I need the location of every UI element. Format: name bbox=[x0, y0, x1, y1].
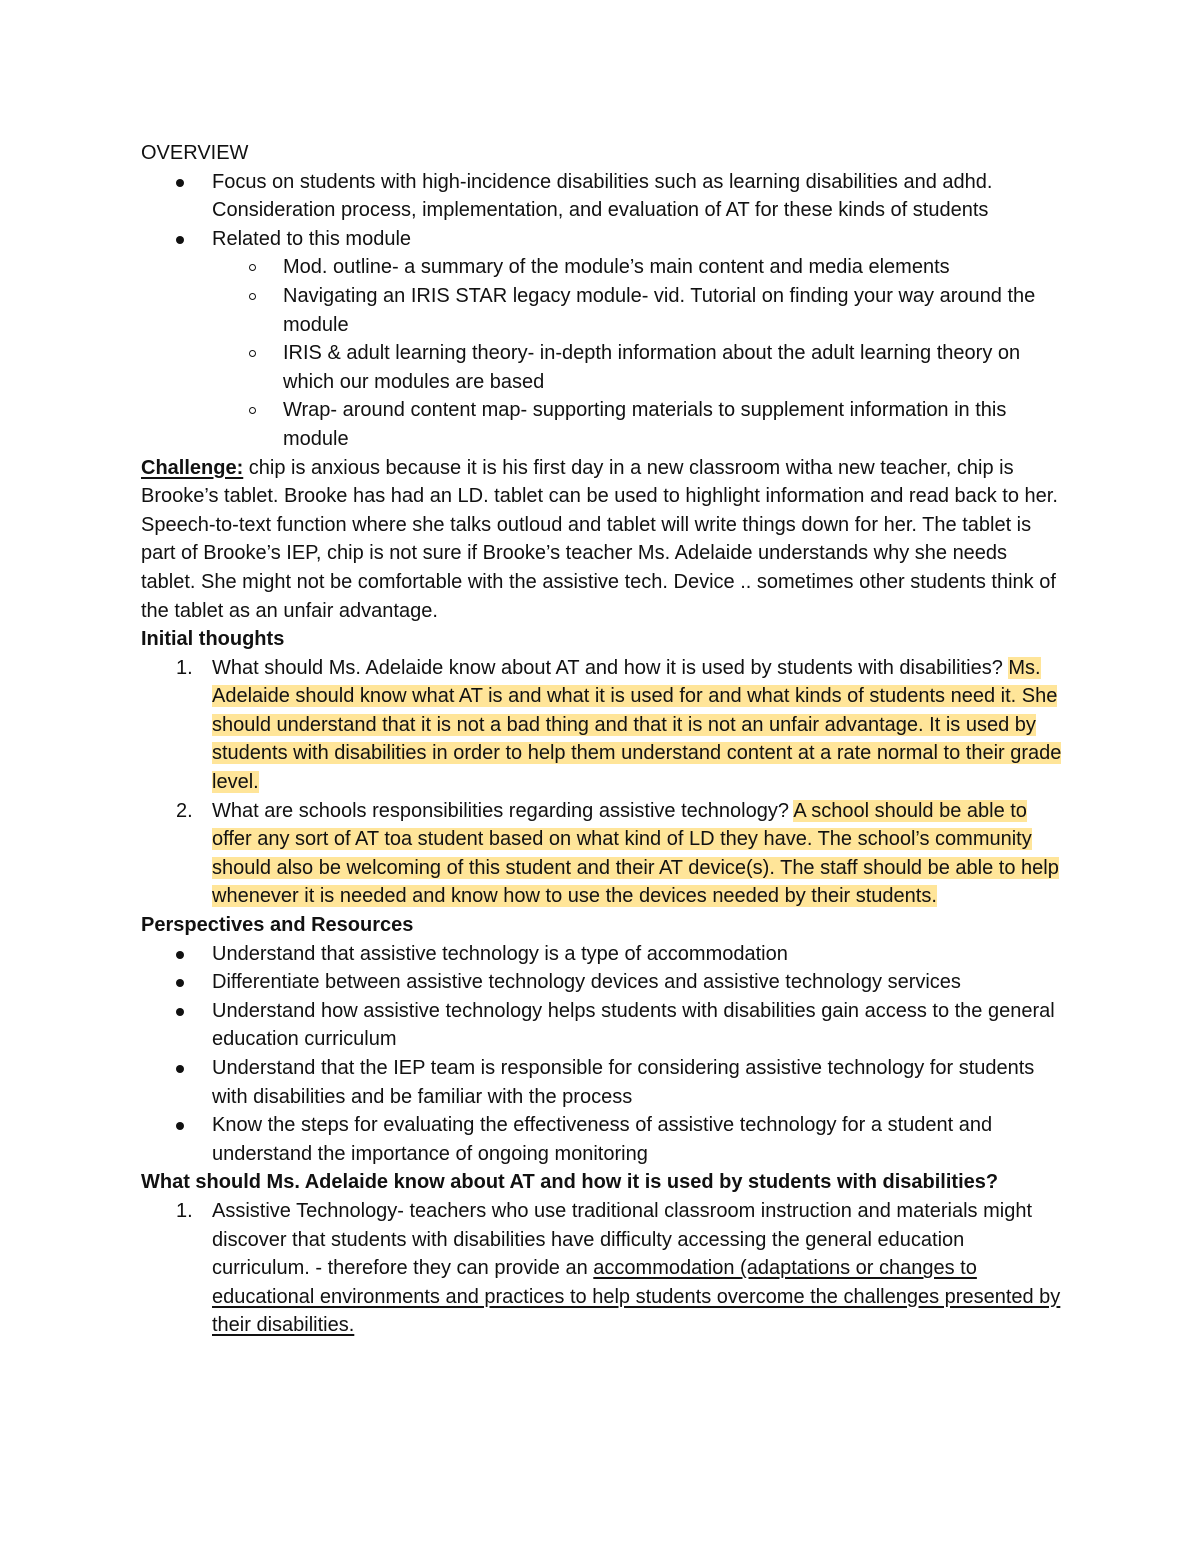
highlighted-answer: Ms. Adelaide should know what AT is and what it is used for and what kinds of students need it. She should understand that it is not a bad thing and that it is not an unfair advantage. It is used by students with disabilities in order to help them understand content at a rate normal to their grade level. bbox=[212, 656, 1062, 794]
circle-bullet-icon bbox=[249, 293, 256, 300]
bullet-icon bbox=[176, 1122, 184, 1130]
sublist-item bbox=[141, 339, 1066, 396]
list-item bbox=[141, 968, 1066, 997]
circle-bullet-icon bbox=[249, 350, 256, 357]
initial-thoughts-heading: Initial thoughts bbox=[141, 628, 285, 651]
numbered-item bbox=[141, 1197, 1066, 1340]
underlined-definition: accommodation (adaptations or changes to educational environments and practices to help students overcome the challenges presented by their disabilities. bbox=[212, 1257, 1061, 1337]
list-item-text: Differentiate between assistive technology devices and assistive technology services bbox=[212, 971, 961, 994]
perspectives-heading: Perspectives and Resources bbox=[141, 914, 414, 937]
list-item bbox=[141, 1054, 1066, 1111]
list-item bbox=[141, 1111, 1066, 1168]
list-item bbox=[141, 168, 1066, 225]
sublist-item bbox=[141, 253, 1066, 282]
list-item-text: Understand how assistive technology helps students with disabilities gain access to the general education curriculum bbox=[212, 999, 1055, 1051]
item-number: 1. bbox=[176, 656, 193, 679]
question-text: What should Ms. Adelaide know about AT and how it is used by students with disabilities? bbox=[212, 656, 1009, 679]
numbered-item bbox=[141, 654, 1066, 797]
circle-bullet-icon bbox=[249, 407, 256, 414]
bullet-icon bbox=[176, 179, 184, 187]
bullet-icon bbox=[176, 979, 184, 987]
list-item-text: Understand that the IEP team is responsible for considering assistive technology for students with disabilities and be familiar with the process bbox=[212, 1057, 1035, 1108]
sublist-item-text: Navigating an IRIS STAR legacy module- vid. Tutorial on finding your way around the module bbox=[283, 284, 1036, 336]
question-text: What are schools responsibilities regarding assistive technology? bbox=[212, 799, 794, 822]
sublist-item bbox=[141, 282, 1066, 339]
what-should-heading: What should Ms. Adelaide know about AT and how it is used by students with disabilities? bbox=[141, 1171, 999, 1194]
sublist-item bbox=[141, 396, 1066, 453]
sublist-item-text: Mod. outline- a summary of the module’s main content and media elements bbox=[283, 256, 950, 279]
what-should-list bbox=[141, 1197, 1066, 1340]
list-item-text: Related to this module bbox=[212, 227, 412, 250]
bullet-icon bbox=[176, 1008, 184, 1016]
bullet-icon bbox=[176, 236, 184, 244]
item-number: 1. bbox=[176, 1199, 193, 1222]
challenge-paragraph bbox=[141, 454, 1066, 626]
overview-list bbox=[141, 168, 1066, 254]
initial-thoughts-list bbox=[141, 654, 1066, 911]
overview-heading: OVERVIEW bbox=[141, 142, 249, 164]
list-item-text: Focus on students with high-incidence disabilities such as learning disabilities and adhd. Consideration process, implementation, and evaluation of AT for these kinds of students bbox=[212, 170, 993, 222]
list-item-text: Understand that assistive technology is a type of accommodation bbox=[212, 942, 788, 965]
challenge-label: Challenge: bbox=[141, 456, 244, 479]
document-page bbox=[141, 139, 1066, 1340]
list-item-text: Know the steps for evaluating the effectiveness of assistive technology for a student and understand the importance of ongoing monitoring bbox=[212, 1114, 993, 1165]
related-module-sublist bbox=[141, 253, 1066, 453]
challenge-text: chip is anxious because it is his first day in a new classroom witha new teacher, chip is Brooke’s tablet. Brooke has had an LD. tablet can be used to highlight information and read back to her. Speech-to-text function where she talks outloud and tablet will write things down for her. The tablet is part of Brooke’s IEP, chip is not sure if Brooke’s teacher Ms. Adelaide understands why she needs tablet. She might not be comfortable with the assistive tech. Device .. sometimes other students think of the tablet as an unfair advantage. bbox=[141, 456, 1058, 622]
list-item bbox=[141, 997, 1066, 1054]
perspectives-list bbox=[141, 940, 1066, 1169]
bullet-icon bbox=[176, 951, 184, 959]
item-text: Assistive Technology- teachers who use traditional classroom instruction and materials might discover that students with disabilities have difficulty accessing the general education curriculum. - therefore they can provide an bbox=[212, 1199, 1033, 1280]
circle-bullet-icon bbox=[249, 264, 256, 271]
item-number: 2. bbox=[176, 799, 193, 822]
sublist-item-text: Wrap- around content map- supporting materials to supplement information in this module bbox=[283, 399, 1007, 450]
list-item bbox=[141, 940, 1066, 969]
sublist-item-text: IRIS & adult learning theory- in-depth information about the adult learning theory on which our modules are based bbox=[283, 342, 1021, 393]
list-item bbox=[141, 225, 1066, 254]
numbered-item bbox=[141, 797, 1066, 911]
bullet-icon bbox=[176, 1065, 184, 1073]
highlighted-answer: A school should be able to offer any sort of AT toa student based on what kind of LD they have. The school’s community should also be welcoming of this student and their AT device(s). The staff should be able to help whenever it is needed and know how to use the devices needed by their students. bbox=[212, 799, 1059, 908]
